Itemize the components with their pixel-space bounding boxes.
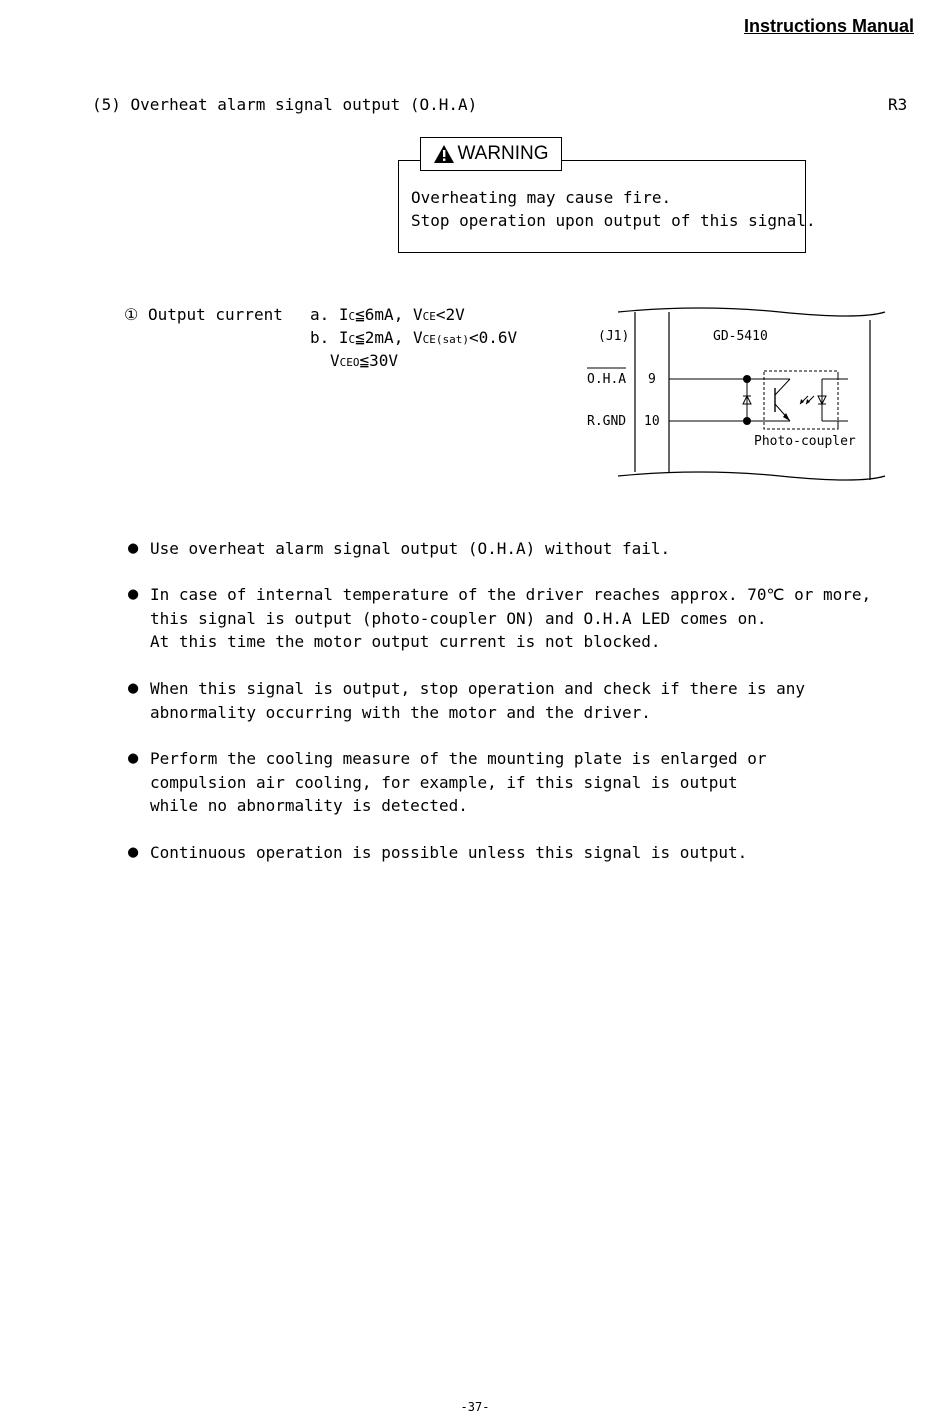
revision-label: R3	[888, 95, 908, 114]
bullet-line: Perform the cooling measure of the mounting plate is enlarged or	[150, 749, 767, 768]
spec-b-sub2: CE(sat)	[422, 333, 469, 346]
diagram-top-edge	[618, 308, 885, 316]
bullet-line: Continuous operation is possible unless this signal is output.	[150, 843, 748, 862]
spec-line-b	[310, 326, 517, 351]
pin-rgnd-number: 10	[644, 414, 660, 429]
spec-c-prefix: V	[330, 351, 340, 370]
device-label: GD-5410	[713, 329, 768, 344]
bullet-line: When this signal is output, stop operation and check if there is any	[150, 679, 806, 698]
bullet-line: compulsion air cooling, for example, if this signal is output	[150, 772, 738, 792]
diagram-bottom-edge	[618, 472, 885, 480]
warning-label: WARNING	[457, 143, 549, 164]
bullet-line: this signal is output (photo-coupler ON) and O.H.A LED comes on.	[150, 608, 767, 628]
spec-b-suffix: <0.6V	[468, 328, 518, 347]
bullet-line: while no abnormality is detected.	[150, 796, 468, 815]
bullet-line: Use overheat alarm signal output (O.H.A) without fail.	[150, 539, 671, 558]
circuit-diagram	[580, 300, 890, 482]
spec-a-sub1: C	[348, 310, 356, 323]
warning-line: Overheating may cause fire.	[411, 188, 672, 207]
spec-a-suffix: <2V	[435, 305, 465, 324]
warning-tab	[420, 137, 562, 171]
spec-a-mid: ≦6mA, V	[355, 305, 423, 324]
bullet-dot: ●	[128, 842, 139, 862]
spec-b-prefix: b. I	[310, 328, 349, 347]
bullet-dot: ●	[128, 584, 139, 604]
warning-text	[411, 186, 816, 232]
warning-triangle-icon	[433, 144, 455, 164]
manual-title: Instructions Manual	[743, 16, 914, 36]
bullet-item	[128, 841, 747, 865]
bullet-line: abnormality occurring with the motor and the driver.	[150, 702, 651, 722]
spec-c-sub1: CEO	[339, 356, 360, 369]
spec-a-sub2: CE	[422, 310, 436, 323]
connector-label: (J1)	[598, 329, 630, 344]
bullet-line: In case of internal temperature of the driver reaches approx. 70℃ or more,	[150, 585, 872, 604]
spec-c-suffix: ≦30V	[359, 351, 399, 370]
transistor-collector	[775, 379, 790, 395]
spec-b-mid: ≦2mA, V	[355, 328, 423, 347]
page-number: -37-	[460, 1400, 490, 1414]
spec-b-sub1: C	[348, 333, 356, 346]
section-heading: (5) Overheat alarm signal output (O.H.A)	[92, 95, 478, 114]
photo-coupler-label: Photo-coupler	[754, 434, 856, 449]
spec-line-a	[310, 303, 465, 328]
pin-rgnd-label: R.GND	[587, 414, 627, 429]
bullet-dot: ●	[128, 678, 139, 698]
spec-a-prefix: a. I	[310, 305, 349, 324]
spec-line-c	[330, 349, 398, 374]
bullet-dot: ●	[128, 538, 139, 558]
bullet-item	[128, 583, 871, 654]
bullet-item	[128, 537, 670, 561]
bullet-dot: ●	[128, 748, 139, 768]
bullet-line: At this time the motor output current is not blocked.	[150, 632, 661, 651]
output-current-label: ① Output current	[124, 305, 283, 324]
bullet-item	[128, 677, 805, 724]
bullet-item	[128, 747, 767, 818]
warning-line: Stop operation upon output of this signal.	[411, 211, 816, 230]
pin-oha-label: O.H.A	[587, 372, 627, 387]
pin-oha-number: 9	[648, 372, 656, 387]
